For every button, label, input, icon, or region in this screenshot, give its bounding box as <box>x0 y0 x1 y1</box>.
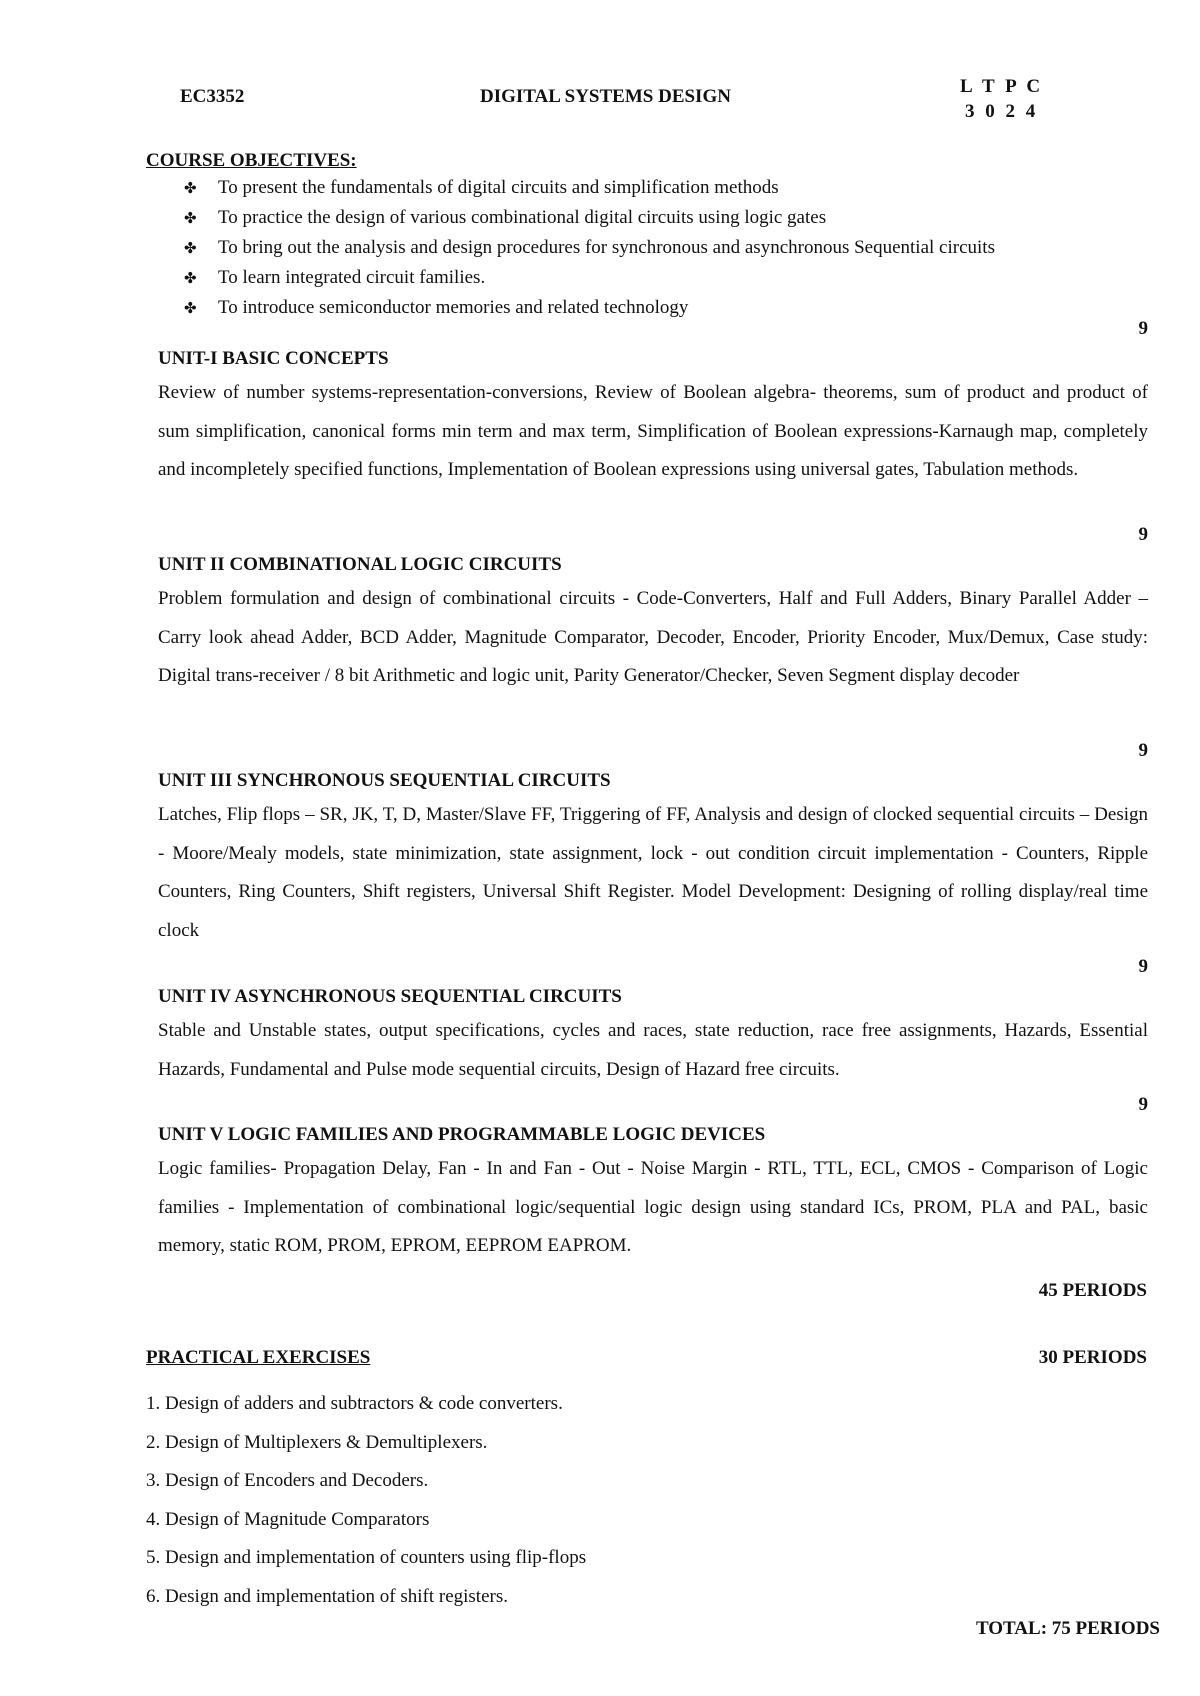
practical-item: 3. Design of Encoders and Decoders. <box>146 1470 429 1491</box>
theory-periods-total: 45 PERIODS <box>1038 1280 1147 1301</box>
practical-list <box>146 1385 586 1616</box>
unit-title: UNIT IV ASYNCHRONOUS SEQUENTIAL CIRCUITS <box>158 986 622 1007</box>
objective-item: ✤ To bring out the analysis and design procedures for synchronous and asynchronous Sequential circuits <box>184 233 995 263</box>
four-diamond-bullet-icon: ✤ <box>184 301 197 317</box>
objectives-heading: COURSE OBJECTIVES: <box>146 150 357 171</box>
objectives-list <box>184 173 995 323</box>
unit-4-section <box>158 956 1148 1089</box>
objective-item: ✤ To practice the design of various combinational digital circuits using logic gates <box>184 203 995 233</box>
practical-periods: 30 PERIODS <box>1038 1347 1147 1368</box>
four-diamond-bullet-icon: ✤ <box>184 211 197 227</box>
course-code: EC3352 <box>180 86 245 107</box>
ltpc-block <box>960 74 1043 124</box>
four-diamond-bullet-icon: ✤ <box>184 271 197 287</box>
unit-2-section <box>158 524 1148 696</box>
practical-item: 1. Design of adders and subtractors & code converters. <box>146 1393 563 1414</box>
objective-item: ✤ To learn integrated circuit families. <box>184 263 995 293</box>
unit-description: Latches, Flip flops – SR, JK, T, D, Master/Slave FF, Triggering of FF, Analysis and design of clocked sequential circuits – Design - Moore/Mealy models, state minimization, state assignment, lock - out condition circuit implementation - Counters, Ripple Counters, Ring Counters, Shift registers, Universal Shift Register. Model Development: Designing of rolling display/real time clock <box>158 804 1148 941</box>
grand-total: TOTAL: 75 PERIODS <box>975 1618 1160 1639</box>
unit-3-section <box>158 740 1148 950</box>
course-title: DIGITAL SYSTEMS DESIGN <box>480 86 731 107</box>
ltpc-values: 3 0 2 4 <box>964 101 1039 122</box>
unit-hours: 9 <box>1138 524 1148 545</box>
unit-title: UNIT II COMBINATIONAL LOGIC CIRCUITS <box>158 554 562 575</box>
four-diamond-bullet-icon: ✤ <box>184 181 197 197</box>
practical-item: 6. Design and implementation of shift registers. <box>146 1585 508 1607</box>
practical-item: 4. Design of Magnitude Comparators <box>146 1508 430 1530</box>
unit-hours: 9 <box>1138 956 1148 977</box>
unit-hours: 9 <box>1138 740 1148 761</box>
unit-description: Logic families- Propagation Delay, Fan - In and Fan - Out - Noise Margin - RTL, TTL, ECL, CMOS - Comparison of Logic families - Implementation of combinational logic/sequential logic design using standard ICs, PROM, PLA and PAL, basic memory, static ROM, PROM, EPROM, EEPROM EAPROM. <box>158 1158 1148 1256</box>
practical-item: 5. Design and implementation of counters using flip-flops <box>146 1547 587 1568</box>
unit-title: UNIT V LOGIC FAMILIES AND PROGRAMMABLE LOGIC DEVICES <box>158 1124 766 1145</box>
objective-item: ✤ To introduce semiconductor memories and related technology <box>184 293 995 323</box>
unit-5-section <box>158 1094 1148 1266</box>
practical-item: 2. Design of Multiplexers & Demultiplexers. <box>146 1431 488 1453</box>
unit-description: Stable and Unstable states, output specifications, cycles and races, state reduction, race free assignments, Hazards, Essential Hazards, Fundamental and Pulse mode sequential circuits, Design of Hazard free circuits. <box>158 1020 1148 1080</box>
unit-title: UNIT III SYNCHRONOUS SEQUENTIAL CIRCUITS <box>158 770 611 791</box>
unit-hours: 9 <box>1138 318 1148 339</box>
four-diamond-bullet-icon: ✤ <box>184 241 197 257</box>
unit-description: Review of number systems-representation-conversions, Review of Boolean algebra- theorems, sum of product and product of sum simplification, canonical forms min term and max term, Simplification of Boolean expressions-Karnaugh map, completely and incompletely specified functions, Implementation of Boolean expressions using universal gates, Tabulation methods. <box>158 382 1148 480</box>
unit-title: UNIT-I BASIC CONCEPTS <box>158 348 389 369</box>
unit-description: Problem formulation and design of combinational circuits - Code-Converters, Half and Full Adders, Binary Parallel Adder – Carry look ahead Adder, BCD Adder, Magnitude Comparator, Decoder, Encoder, Priority Encoder, Mux/Demux, Case study: Digital trans-receiver / 8 bit Arithmetic and logic unit, Parity Generator/Checker, Seven Segment display decoder <box>158 588 1148 686</box>
objective-item: ✤ To present the fundamentals of digital circuits and simplification methods <box>184 173 995 203</box>
practical-heading: PRACTICAL EXERCISES <box>146 1347 371 1368</box>
ltpc-label: L T P C <box>960 76 1044 97</box>
unit-1-section <box>158 318 1148 490</box>
unit-hours: 9 <box>1138 1094 1148 1115</box>
